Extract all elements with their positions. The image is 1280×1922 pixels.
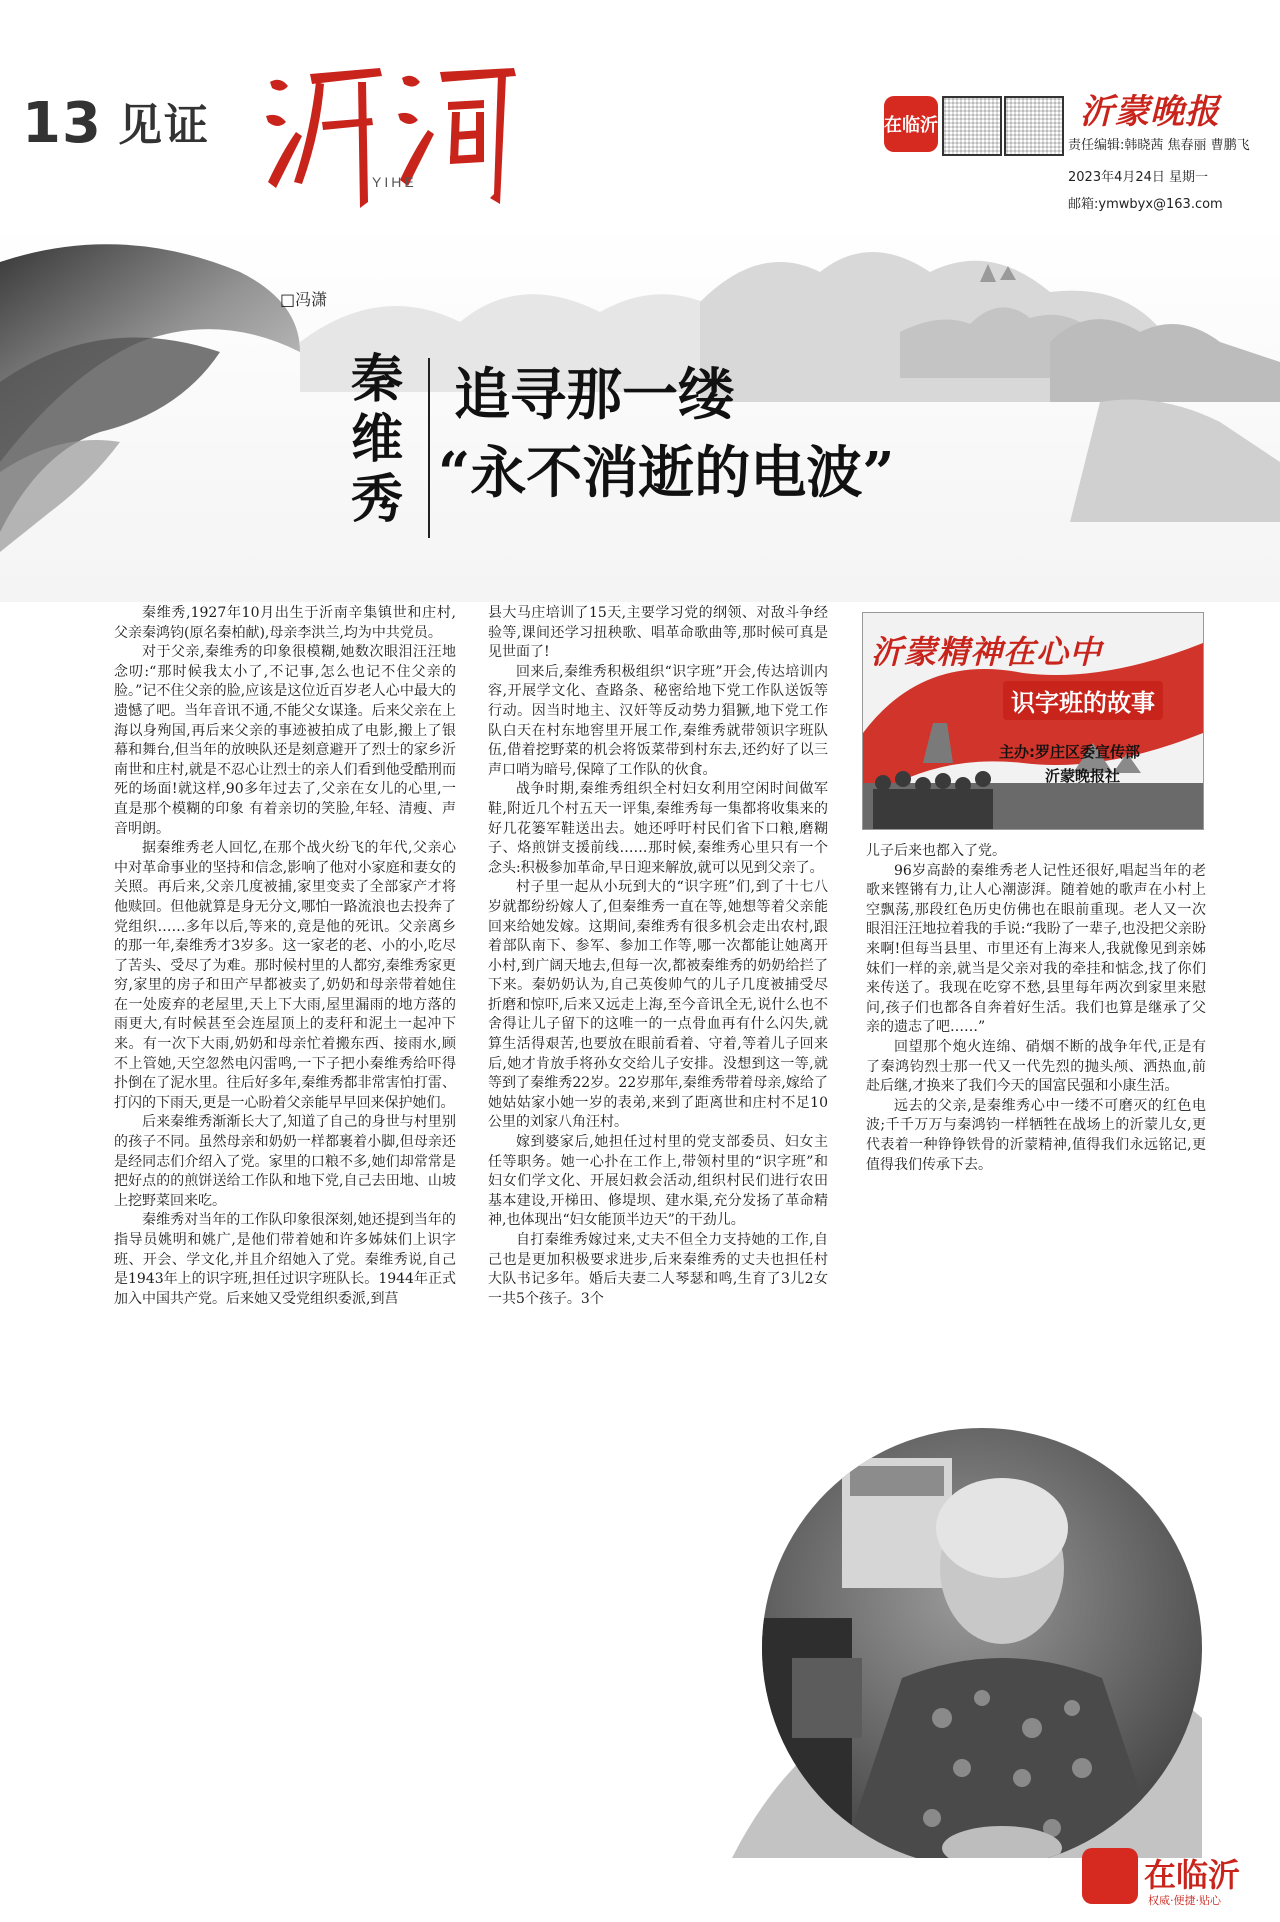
article-column-1: [114, 604, 456, 1634]
column-feature-box: [862, 612, 1204, 830]
paper-name: 沂蒙晚报: [1080, 92, 1220, 132]
paragraph: 儿子后来也都入了党。: [866, 843, 1006, 859]
qr-code-icon: [942, 96, 1002, 156]
page-number: 13: [22, 91, 102, 156]
column-title: 沂蒙精神在心中: [871, 633, 1103, 671]
name-char: 秀: [350, 469, 403, 530]
zailinyi-logo: 在临沂: [884, 96, 938, 152]
paragraph: 对于父亲,秦维秀的印象很模糊,她数次眼泪汪汪地念叨:“那时候我太小了,不记事,怎么也记不住父亲的脸。”记不住父亲的脸,应该是这位近百岁老人心中最大的遗憾了吧。当年音讯不通,不能父女谋逢。后来父亲在上海以身殉国,再后来父亲的事迹被拍成了电影,搬上了银幕和舞台,但当年的放映队还是刻意避开了烈士的家乡沂南世和庄村,就是不忍心让烈士的亲人们看到他受酷刑而死的场面!就这样,90多年过去了,父亲在女儿的心里,一直是那个模糊的印象 有着亲切的笑脸,年轻、清瘦、声音明朗。: [114, 644, 456, 837]
organizer-line-1: 主办:罗庄区委宣传部: [999, 743, 1140, 761]
contact-email: 邮箱:ymwbyx@163.com: [1068, 197, 1223, 212]
paragraph: 秦维秀,1927年10月出生于沂南辛集镇世和庄村,父亲秦鸿钧(原名秦柏献),母亲李洪兰,均为中共党员。: [114, 605, 456, 641]
portrait-photo: [732, 1418, 1202, 1858]
paragraph: 据秦维秀老人回忆,在那个战火纷飞的年代,父亲心中对革命事业的坚持和信念,影响了他对小家庭和妻女的关照。再后来,父亲几度被捕,家里变卖了全部家产才将他赎回。但他就算是身无分文,哪怕一路流浪也去投奔了党组织……多年以后,等来的,竟是他的死讯。父亲离乡的那一年,秦维秀才3岁多。这一家老的老、小的小,吃尽了苦头、受尽了为难。那时候村里的人都穷,秦维秀家更穷,家里的房子和田产早都被卖了,奶奶和母亲带着她住在一处废弃的老屋里,天上下大雨,屋里漏雨的地方落的雨更大,有时候甚至会连屋顶上的麦秆和泥土一起冲下来。有一次下大雨,奶奶和母亲忙着搬东西、接雨水,顾不上管她,天空忽然电闪雷鸣,一下子把小秦维秀给吓得扑倒在了泥水里。往后好多年,秦维秀都非常害怕打雷、打闪的下雨天,更是一心盼着父亲能早早回来保护她们。: [114, 840, 456, 1111]
organizer-line-2: 沂蒙晚报社: [1045, 767, 1121, 785]
issue-date: 2023年4月24日 星期一: [1068, 170, 1209, 185]
brand-slogan: 权威·便捷·贴心: [1148, 1894, 1221, 1907]
name-char: 维: [350, 409, 403, 470]
paragraph: 村子里一起从小玩到大的“识字班”们,到了十七八岁就都纷纷嫁人了,但秦维秀一直在等,她想等着父亲能回来给她发嫁。这期间,秦维秀有很多机会走出农村,跟着部队南下、参军、参加工作等,哪一次都能让她离开小村,到广阔天地去,但每一次,都被秦维秀的奶奶给拦了下来。秦奶奶认为,自己英俊帅气的儿子几度被捕受尽折磨和惊吓,后来又远走上海,至今音讯全无,说什么也不舍得让儿子留下的这唯一的一点骨血再有什么闪失,就算生活得艰苦,也要放在眼前看着、守着,等着儿子回来后,她才肯放手将孙女交给儿子安排。没想到这一等,就等到了秦维秀22岁。22岁那年,秦维秀带着母亲,嫁给了她姑姑家小她一岁的表弟,来到了距离世和庄村不足10公里的刘家八角汪村。: [488, 879, 828, 1131]
title-divider: [428, 358, 430, 538]
column-subtitle: 识字班的故事: [1003, 681, 1163, 720]
paragraph: 96岁高龄的秦维秀老人记性还很好,唱起当年的老歌来铿锵有力,让人心潮澎湃。随着她的歌声在小村上空飘荡,那段红色历史仿佛也在眼前重现。老人又一次眼泪汪汪地拉着我的手说:“我盼了一辈子,也没把父亲盼来啊!但每当县里、市里还有上海来人,我就像见到亲姊妹们一样的亲,就当是父亲对我的牵挂和惦念,找了你们来传送了。我现在吃穿不愁,县里每年两次到家里来慰问,孩子们也都各自奔着好生活。我们也算是继承了父亲的遗志了吧……”: [866, 862, 1206, 1036]
paragraph: 后来秦维秀渐渐长大了,知道了自己的身世与村里别的孩子不同。虽然母亲和奶奶一样都裹着小脚,但母亲还是经同志们介绍入了党。家里的口粮不多,她们却常常是把好点的的煎饼送给工作队和地下党,自己去田地、山坡上挖野菜回来吃。: [114, 1114, 456, 1209]
masthead-subtitle: YIHE: [372, 174, 417, 190]
article-column-3: [866, 842, 1206, 1322]
headline-line-1: 追寻那一缕: [454, 362, 734, 428]
paragraph: 战争时期,秦维秀组织全村妇女利用空闲时间做军鞋,附近几个村五天一评集,秦维秀每一集都将收集来的好几花篓军鞋送出去。她还呼吁村民们省下口粮,磨糊子、烙煎饼支援前线……那时候,秦维秀心里只有一个念头:积极参加革命,早日迎来解放,就可以见到父亲了。: [488, 781, 828, 876]
brand-icon: [1082, 1848, 1138, 1904]
qr-code-icon: [1004, 96, 1064, 156]
paragraph: 远去的父亲,是秦维秀心中一缕不可磨灭的红色电波;千千万万与秦鸿钧一样牺牲在战场上的沂蒙儿女,更代表着一种铮铮铁骨的沂蒙精神,值得我们永远铭记,更值得我们传承下去。: [866, 1097, 1206, 1173]
paragraph: 回来后,秦维秀积极组织“识字班”开会,传达培训内容,开展学文化、查路条、秘密给地下党工作队送饭等行动。因当时地主、汉奸等反动势力猖獗,地下党工作队白天在村东地窖里开展工作,秦维秀就带领识字班队伍,借着挖野菜的机会将饭菜带到村东去,还约好了以三声口哨为暗号,保障了工作队的伙食。: [488, 663, 828, 778]
paragraph: 自打秦维秀嫁过来,丈夫不但全力支持她的工作,自己也是更加积极要求进步,后来秦维秀的丈夫也担任村大队书记多年。婚后夫妻二人琴瑟和鸣,生育了3儿2女一共5个孩子。3个: [488, 1232, 828, 1307]
brand-text: 在临沂: [1144, 1856, 1241, 1894]
paragraph: 嫁到婆家后,她担任过村里的党支部委员、妇女主任等职务。她一心扑在工作上,带领村里的“识字班”和妇女们学文化、开展妇救会活动,组织村民们进行农田基本建设,开梯田、修堤坝、建水渠,充分发扬了革命精神,也体现出“妇女能顶半边天”的干劲儿。: [488, 1134, 828, 1229]
editors-line: 责任编辑:韩晓茜 焦春丽 曹鹏飞: [1068, 138, 1250, 153]
author-byline: □冯潇: [280, 290, 328, 309]
paragraph: 秦维秀对当年的工作队印象很深刻,她还提到当年的指导员姚明和姚广,是他们带着她和许多姊妹们上识字班、开会、学文化,并且介绍她入了党。秦维秀说,自己是1943年上的识字班,担任过识字班队长。1944年正式加入中国共产党。后来她又受党组织委派,到莒: [114, 1212, 456, 1307]
subject-name-vertical: [347, 350, 407, 530]
name-char: 秦: [350, 349, 403, 410]
section-name: 见证: [118, 100, 210, 151]
paragraph: 回望那个炮火连绵、硝烟不断的战争年代,正是有了秦鸿钧烈士那一代又一代先烈的抛头颅、洒热血,前赴后继,才换来了我们今天的国富民强和小康生活。: [866, 1038, 1206, 1095]
paragraph: 县大马庄培训了15天,主要学习党的纲领、对敌斗争经验等,课间还学习扭秧歌、唱革命歌曲等,那时候可真是见世面了!: [488, 605, 828, 661]
headline-line-2: “永不消逝的电波”: [438, 440, 895, 506]
bottom-brand-logo: [1082, 1848, 1272, 1914]
